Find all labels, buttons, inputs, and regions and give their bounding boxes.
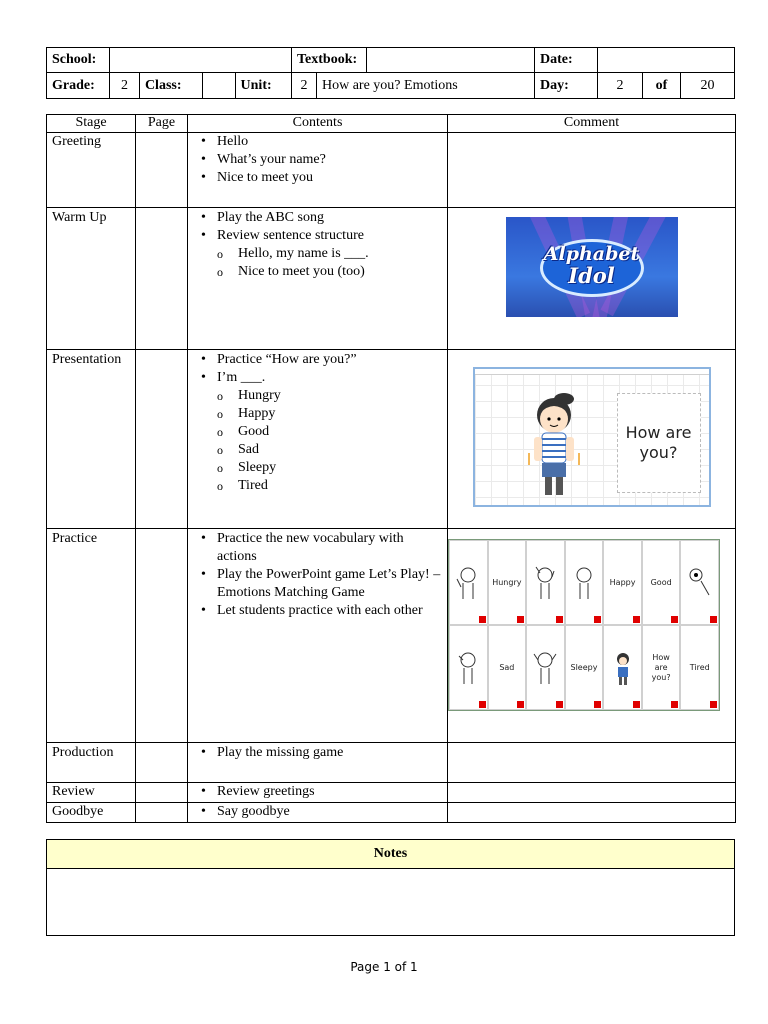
- page-cell: [136, 783, 188, 803]
- day-label: Day:: [535, 73, 598, 99]
- how-are-you-slide-image: [473, 367, 711, 507]
- of-label: of: [643, 73, 681, 99]
- list-item: • Practice “How are you?”: [198, 351, 442, 369]
- school-value[interactable]: [110, 48, 292, 73]
- list-item: • Hello: [198, 133, 442, 151]
- column-header-page: Page: [136, 115, 188, 133]
- sub-list-item: o Hello, my name is ___.: [217, 245, 442, 263]
- list-item-text: Review sentence structure: [217, 228, 364, 243]
- contents-cell: [188, 208, 448, 350]
- stage-presentation: Presentation: [47, 350, 136, 529]
- comment-cell: [448, 743, 736, 783]
- emotion-card: [526, 540, 565, 625]
- date-value[interactable]: [598, 48, 735, 73]
- emotion-card: [449, 625, 488, 710]
- list-item: [198, 227, 442, 281]
- idol-logo-text: Idol: [568, 263, 615, 288]
- emotion-card: Sleepy: [565, 625, 604, 710]
- notes-title: Notes: [47, 840, 735, 869]
- comment-cell: [448, 803, 736, 823]
- contents-cell: [188, 529, 448, 743]
- unit-value[interactable]: 2: [292, 73, 317, 98]
- page-cell: [136, 743, 188, 783]
- list-item: • Let students practice with each other: [198, 602, 442, 620]
- list-item: [198, 369, 442, 495]
- list-item: • Review greetings: [198, 783, 442, 801]
- emotion-card: [603, 625, 642, 710]
- comment-cell: [448, 529, 736, 743]
- list-item: • Play the missing game: [198, 744, 442, 762]
- grade-label: Grade:: [47, 73, 110, 99]
- date-label: Date:: [535, 48, 598, 73]
- lesson-header-row: [47, 115, 736, 133]
- column-header-stage: Stage: [47, 115, 136, 133]
- sub-list-item: o Hungry: [217, 387, 442, 405]
- list-item: • Say goodbye: [198, 803, 442, 821]
- list-item: • What’s your name?: [198, 151, 442, 169]
- table-row: [47, 208, 736, 350]
- emotion-card: [565, 540, 604, 625]
- page-cell: [136, 208, 188, 350]
- comment-cell: [448, 208, 736, 350]
- table-row: [47, 783, 736, 803]
- emotion-card: [680, 540, 719, 625]
- sub-list-item: o Nice to meet you (too): [217, 263, 442, 281]
- total-days[interactable]: 20: [681, 73, 735, 99]
- emotion-card: [526, 625, 565, 710]
- unit-title-text: How are you? Emotions: [322, 77, 458, 93]
- textbook-label: Textbook:: [292, 48, 367, 73]
- page-cell: [136, 529, 188, 743]
- column-header-comment: Comment: [448, 115, 736, 133]
- stage-goodbye: Goodbye: [47, 803, 136, 823]
- emotion-card: [449, 540, 488, 625]
- sub-list-item: o Sad: [217, 441, 442, 459]
- page-cell: [136, 133, 188, 208]
- textbook-value[interactable]: [367, 48, 535, 73]
- contents-cell: [188, 783, 448, 803]
- emotion-card: How are you?: [642, 625, 681, 710]
- alphabet-logo-text: Alphabet: [543, 243, 640, 265]
- school-label: School:: [47, 48, 110, 73]
- notes-body[interactable]: [47, 869, 735, 936]
- class-label: Class:: [139, 73, 202, 99]
- header-table: [46, 47, 735, 99]
- girl-illustration-icon: [519, 385, 589, 505]
- list-item: • Nice to meet you: [198, 169, 442, 187]
- sub-list-item: o Happy: [217, 405, 442, 423]
- table-row: [47, 803, 736, 823]
- contents-cell: [188, 350, 448, 529]
- column-header-contents: Contents: [188, 115, 448, 133]
- emotions-matching-game-image: [448, 539, 720, 711]
- unit-title: [292, 73, 535, 99]
- class-value[interactable]: [203, 73, 235, 99]
- table-row: [47, 133, 736, 208]
- how-are-you-slide-text: How are you?: [625, 423, 692, 462]
- sub-list-item: o Sleepy: [217, 459, 442, 477]
- stage-greeting: Greeting: [47, 133, 136, 208]
- stage-production: Production: [47, 743, 136, 783]
- table-row: [47, 529, 736, 743]
- day-value[interactable]: 2: [598, 73, 643, 99]
- unit-label: Unit:: [235, 73, 291, 99]
- sub-list-item: o Good: [217, 423, 442, 441]
- emotion-card: Sad: [488, 625, 527, 710]
- list-item: • Play the PowerPoint game Let’s Play! – Emotions Matching Game: [198, 566, 442, 602]
- comment-cell: [448, 133, 736, 208]
- emotion-card: Happy: [603, 540, 642, 625]
- stage-practice: Practice: [47, 529, 136, 743]
- contents-cell: [188, 803, 448, 823]
- notes-table: [46, 839, 735, 936]
- sub-list-item: o Tired: [217, 477, 442, 495]
- stage-warm-up: Warm Up: [47, 208, 136, 350]
- list-item: • Practice the new vocabulary with actions: [198, 530, 442, 566]
- alphabet-idol-image: [506, 217, 678, 317]
- lesson-table: [46, 114, 736, 823]
- table-row: [47, 350, 736, 529]
- emotion-card: Good: [642, 540, 681, 625]
- list-item: • Play the ABC song: [198, 209, 442, 227]
- table-row: [47, 743, 736, 783]
- page-cell: [136, 803, 188, 823]
- page-cell: [136, 350, 188, 529]
- stage-review: Review: [47, 783, 136, 803]
- emotion-card: Tired: [680, 625, 719, 710]
- comment-cell: [448, 350, 736, 529]
- emotion-card: Hungry: [488, 540, 527, 625]
- contents-cell: [188, 743, 448, 783]
- page-number: Page 1 of 1: [350, 960, 418, 974]
- contents-cell: [188, 133, 448, 208]
- comment-cell: [448, 783, 736, 803]
- grade-value[interactable]: 2: [110, 73, 140, 99]
- list-item-text: I’m ___.: [217, 370, 266, 385]
